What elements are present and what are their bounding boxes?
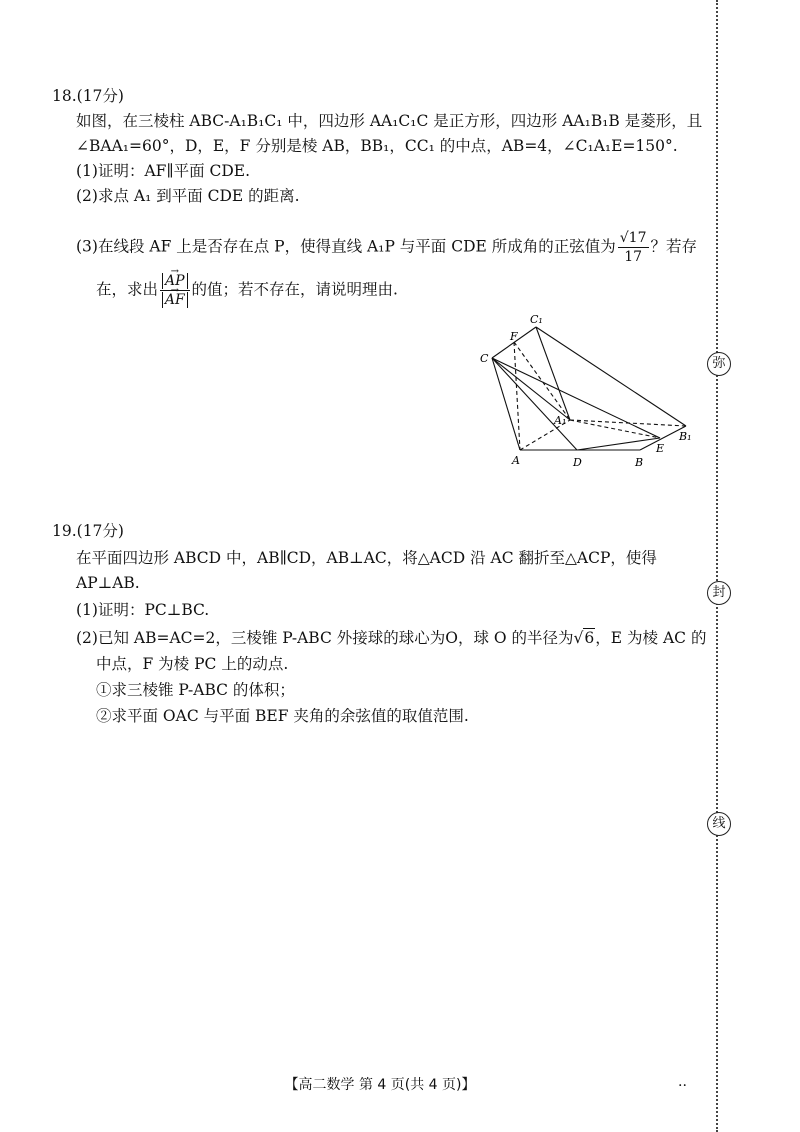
sine-fraction-num: √17 [619, 230, 647, 246]
q18-part-3-text-b: ？若存 [650, 237, 698, 256]
prism-figure [478, 310, 698, 480]
footer-dots: .. [678, 1074, 687, 1090]
q19-part-2-line-2: 中点，F 为棱 PC 上的动点. [96, 655, 289, 673]
page-footer: 【高二数学 第 4 页(共 4 页)】 [284, 1077, 476, 1093]
q18-part-2: (2)求点 A₁ 到平面 CDE 的距离. [76, 187, 300, 205]
sqrt-sign: √ [573, 629, 584, 647]
edge-d-e [577, 438, 660, 450]
sqrt-radicand: 6 [584, 629, 595, 647]
q18-stem-line-2: ∠BAA₁=60°，D，E，F 分别是棱 AB，BB₁，CC₁ 的中点，AB=4，∠C₁A₁E=150°. [76, 137, 678, 155]
q18-part-1: (1)证明：AF∥平面 CDE. [76, 162, 251, 180]
vector-ap: → AP [162, 273, 188, 289]
edge-f-a1 [514, 342, 570, 420]
q19-stem-line-1: 在平面四边形 ABCD 中，AB∥CD，AB⊥AC，将△ACD 沿 AC 翻折至△ACP，使得 [76, 549, 657, 567]
q19-part-2-line-1 [76, 628, 706, 648]
label-a1: A₁ [554, 414, 567, 427]
q18-part-3-text-c2: 的值；若不存在，请说明理由. [191, 280, 398, 299]
seal-feng: 封 [707, 581, 731, 605]
q19-part-2-text-a1: (2)已知 AB=AC=2，三棱锥 P-ABC 外接球的球心为O，球 O 的半径为 [76, 629, 574, 647]
q19-stem-line-2: AP⊥AB. [76, 574, 140, 592]
seal-xian: 线 [707, 812, 731, 836]
label-a: A [512, 454, 520, 467]
label-b: B [635, 456, 644, 469]
seal-mi: 弥 [707, 352, 731, 376]
q18-part-3-line-2 [96, 272, 398, 309]
sine-fraction [618, 229, 649, 266]
label-b1: B₁ [679, 430, 692, 443]
q18-stem-line-1: 如图，在三棱柱 ABC-A₁B₁C₁ 中，四边形 AA₁C₁C 是正方形，四边形 AA₁B₁B 是菱形，且 [76, 112, 703, 130]
label-c1: C₁ [530, 313, 543, 326]
q19-part-2-text-a2: ，E 为棱 AC 的 [595, 629, 707, 647]
label-c: C [480, 352, 489, 365]
sine-fraction-den: 17 [624, 249, 643, 265]
vector-af: → AF [162, 292, 188, 308]
q18-part-3-text-c1: 在，求出 [96, 280, 159, 299]
label-e: E [656, 442, 665, 455]
binding-margin-line [716, 0, 718, 1132]
ratio-fraction [160, 272, 190, 309]
q18-part-3-text-a: (3)在线段 AF 上是否存在点 P，使得直线 A₁P 与平面 CDE 所成角的正弦值为 [76, 237, 616, 256]
q19-sub-1: ①求三棱锥 P-ABC 的体积； [96, 681, 295, 699]
label-d: D [573, 456, 582, 469]
q18-part-3-line-1 [76, 229, 697, 266]
label-f: F [510, 330, 518, 343]
q19-sub-2: ②求平面 OAC 与平面 BEF 夹角的余弦值的取值范围. [96, 707, 469, 725]
q19-part-1: (1)证明：PC⊥BC. [76, 601, 210, 619]
q18-header: 18.(17分) [52, 87, 124, 105]
q19-header: 19.(17分) [52, 522, 124, 540]
